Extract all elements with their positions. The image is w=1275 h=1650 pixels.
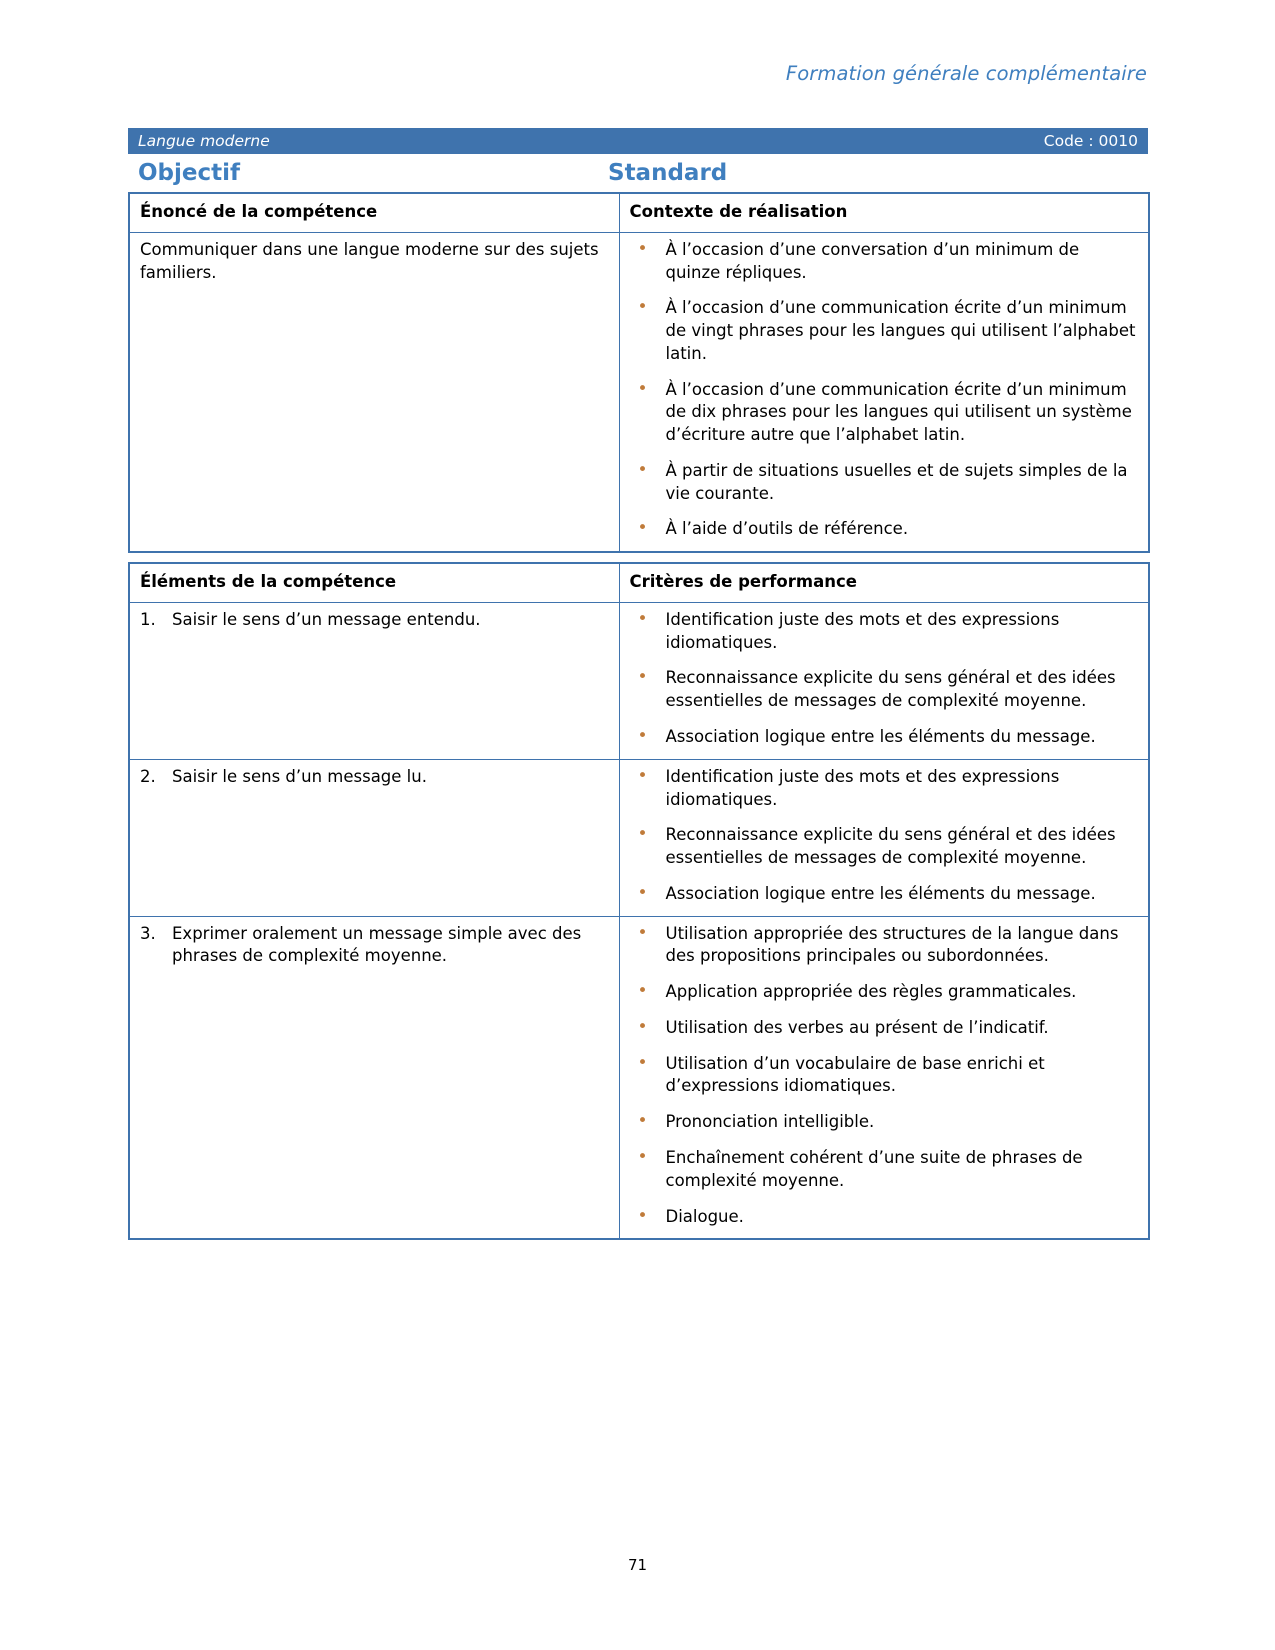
column-header-contexte: Contexte de réalisation — [619, 193, 1149, 232]
competence-statement-table — [128, 192, 1150, 553]
page-number: 71 — [627, 1556, 648, 1574]
table-row — [129, 602, 1149, 759]
column-header-enonce: Énoncé de la compétence — [129, 193, 619, 232]
list-item: • Utilisation appropriée des structures de la langue dans des propositions principales ou subordonnées. — [630, 923, 1139, 969]
list-item: • Utilisation des verbes au présent de l’indicatif. — [630, 1017, 1139, 1040]
list-item: • À l’occasion d’une communication écrite d’un minimum de vingt phrases pour les langues qui utilisent l’alphabet latin. — [630, 297, 1139, 365]
criteria-cell — [619, 602, 1149, 759]
list-item: • Prononciation intelligible. — [630, 1111, 1139, 1134]
element-cell — [129, 759, 619, 916]
course-code: Code : 0010 — [1043, 132, 1138, 150]
element-label: Saisir le sens d’un message entendu. — [172, 609, 481, 629]
element-list — [140, 923, 609, 969]
element-cell — [129, 602, 619, 759]
list-item: • Association logique entre les éléments du message. — [630, 726, 1139, 749]
list-item: • Identification juste des mots et des expressions idiomatiques. — [630, 609, 1139, 655]
list-item: • Application appropriée des règles grammaticales. — [630, 981, 1139, 1004]
element-number: 1. — [140, 609, 156, 629]
table-row — [129, 232, 1149, 552]
list-item — [140, 609, 609, 632]
list-item: • Reconnaissance explicite du sens général et des idées essentielles de messages de complexité moyenne. — [630, 667, 1139, 713]
list-item — [140, 923, 609, 969]
course-titlebar — [128, 128, 1148, 154]
table-header-row — [129, 193, 1149, 232]
criteria-list — [630, 923, 1139, 1229]
competence-elements-table — [128, 562, 1150, 1240]
element-list — [140, 766, 609, 789]
list-item: • Dialogue. — [630, 1206, 1139, 1229]
list-item: • À l’aide d’outils de référence. — [630, 518, 1139, 541]
course-name: Langue moderne — [138, 132, 270, 150]
element-label: Saisir le sens d’un message lu. — [172, 766, 427, 786]
heading-standard: Standard — [608, 160, 728, 186]
criteria-cell — [619, 759, 1149, 916]
realisation-context-cell — [619, 232, 1149, 552]
table-header-row — [129, 563, 1149, 602]
criteria-list — [630, 609, 1139, 749]
list-item: • À l’occasion d’une conversation d’un minimum de quinze répliques. — [630, 239, 1139, 285]
list-item: • À partir de situations usuelles et de sujets simples de la vie courante. — [630, 460, 1139, 506]
criteria-list — [630, 766, 1139, 906]
list-item — [140, 766, 609, 789]
element-number: 3. — [140, 923, 156, 943]
list-item: • Identification juste des mots et des expressions idiomatiques. — [630, 766, 1139, 812]
column-header-elements: Éléments de la compétence — [129, 563, 619, 602]
realisation-context-list — [630, 239, 1139, 541]
element-cell — [129, 916, 619, 1239]
element-label: Exprimer oralement un message simple avec des phrases de complexité moyenne. — [172, 923, 582, 966]
table-row — [129, 916, 1149, 1239]
element-number: 2. — [140, 766, 156, 786]
section-headings — [128, 160, 1148, 186]
document-content — [128, 128, 1148, 1249]
list-item: • Association logique entre les éléments du message. — [630, 883, 1139, 906]
list-item: • Utilisation d’un vocabulaire de base enrichi et d’expressions idiomatiques. — [630, 1053, 1139, 1099]
column-header-criteres: Critères de performance — [619, 563, 1149, 602]
list-item: • À l’occasion d’une communication écrite d’un minimum de dix phrases pour les langues qui utilisent un système d’écriture autre que l’alphabet latin. — [630, 379, 1139, 447]
element-list — [140, 609, 609, 632]
list-item: • Reconnaissance explicite du sens général et des idées essentielles de messages de complexité moyenne. — [630, 824, 1139, 870]
heading-objectif: Objectif — [138, 160, 241, 186]
list-item: • Enchaînement cohérent d’une suite de phrases de complexité moyenne. — [630, 1147, 1139, 1193]
competence-statement-text: Communiquer dans une langue moderne sur des sujets familiers. — [129, 232, 619, 552]
page-header-title: Formation générale complémentaire — [785, 62, 1147, 85]
table-row — [129, 759, 1149, 916]
criteria-cell — [619, 916, 1149, 1239]
